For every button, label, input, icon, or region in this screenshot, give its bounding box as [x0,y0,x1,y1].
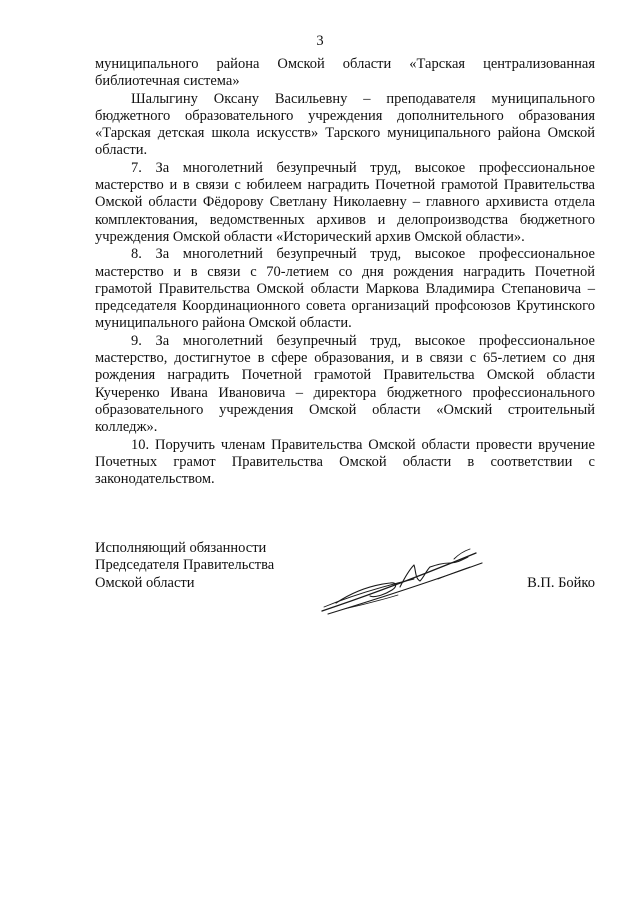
paragraph-item-7: 7. За многолетний безупречный труд, высокое профессиональное мастерство и в связи с юбилеем наградить Почетной грамотой Правительства Омской области Фёдорову Светлану Николаевну – главного архивиста отдела комплектования, ведомственных архивов и делопроизводства бюджетного учреждения Омской области «Исторический архив Омской области». [95,159,595,245]
handwritten-signature [318,545,488,620]
paragraph-item-8: 8. За многолетний безупречный труд, высокое профессиональное мастерство и в связи с 70-летием со дня рождения наградить Почетной грамотой Правительства Омской области Маркова Владимира Степановича – председателя Координационного совета организаций профсоюзов Крутинского муниципального района Омской области. [95,246,595,332]
page-number: 3 [316,33,324,49]
paragraph-item-9: 9. За многолетний безупречный труд, высокое профессиональное мастерство, достигнутое в сфере образования, и в связи с 65-летием со дня рождения наградить Почетной грамотой Правительства Омской области Кучеренко Ивана Ивановича – директора бюджетного профессионального образовательного учреждения Омской области «Омский строительный колледж». [95,332,595,436]
paragraph-shalygina: Шалыгину Оксану Васильевну – преподавателя муниципального бюджетного образовательного учреждения дополнительного образования «Тарская детская школа искусств» Тарского муниципального района Омской области. [95,90,595,159]
paragraph-continuation: муниципального района Омской области «Тарская централизованная библиотечная система» [95,56,595,90]
signatory-name: В.П. Бойко [527,574,595,591]
document-body [95,56,595,488]
signatory-title-line-2: Председателя Правительства [95,557,275,574]
signatory-title-line-3: Омской области [95,574,195,591]
paragraph-item-10: 10. Поручить членам Правительства Омской области провести вручение Почетных грамот Правительства Омской области в соответствии с законодательством. [95,436,595,488]
signatory-title-line-1: Исполняющий обязанности [95,540,267,556]
